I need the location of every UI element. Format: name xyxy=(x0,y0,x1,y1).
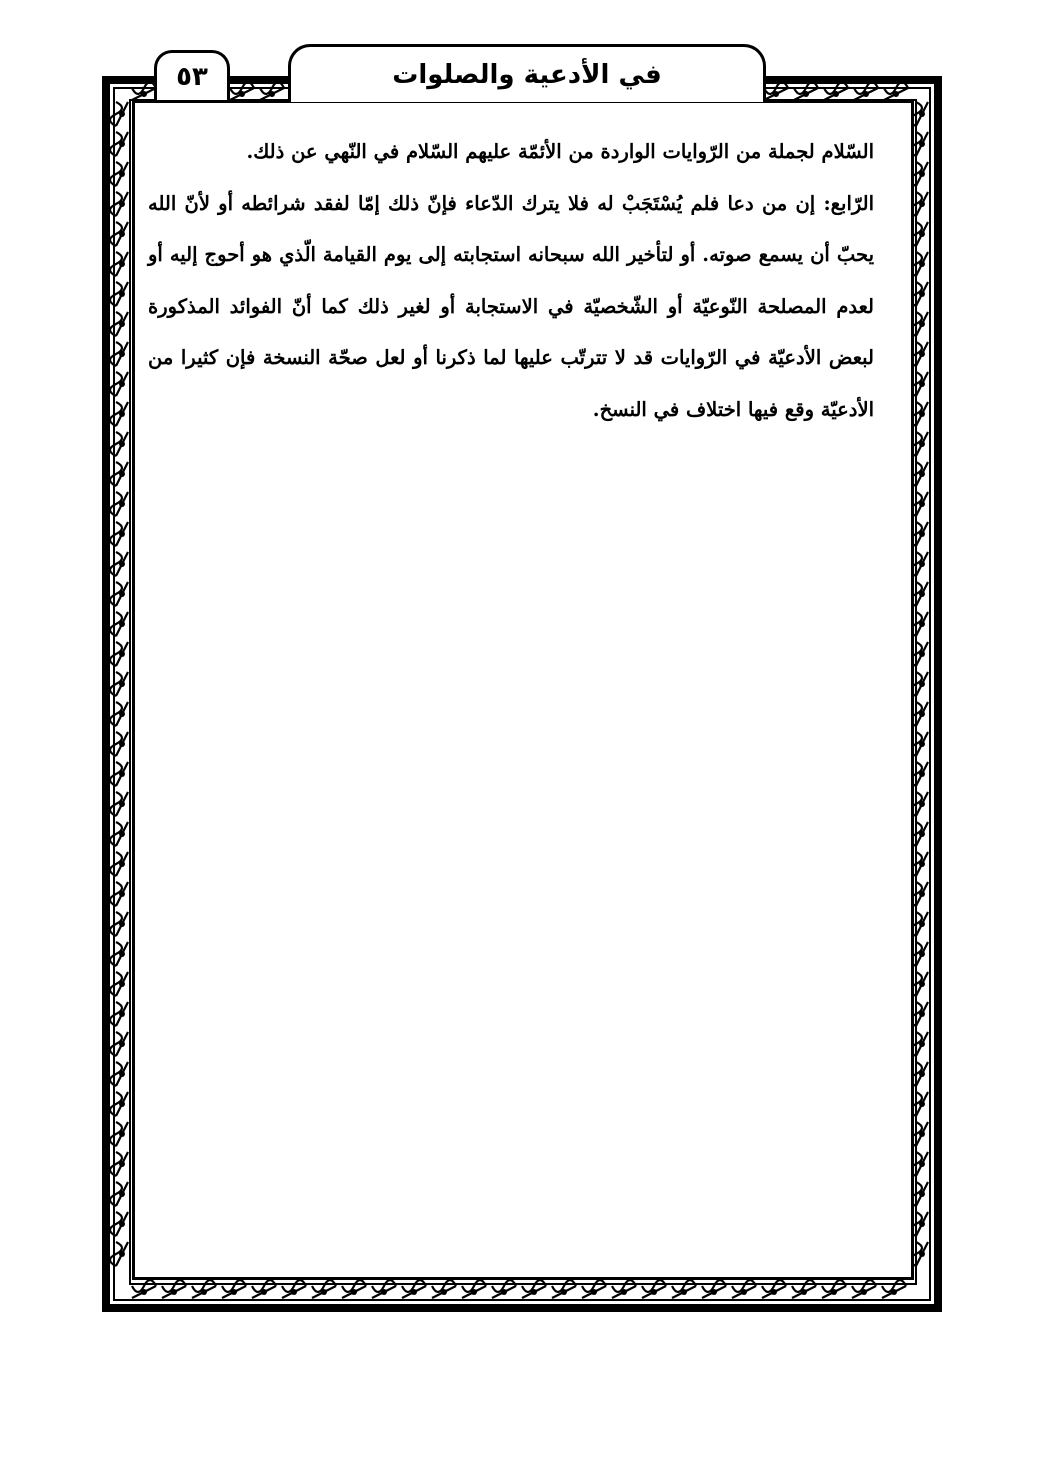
running-header-tab xyxy=(288,44,766,102)
paragraph-1 xyxy=(148,126,874,178)
main-text xyxy=(148,126,874,435)
paragraph-2 xyxy=(148,178,874,436)
page-number: ٥٣ xyxy=(176,61,208,92)
page-number-tab xyxy=(154,50,230,100)
paragraph-2-lead: الرّابع: xyxy=(823,191,874,215)
paragraph-1-text: السّلام لجملة من الرّوايات الواردة من الأئمّة عليهم السّلام في النّهي عن ذلك. xyxy=(246,140,874,163)
paragraph-2-text: إن من دعا فلم يُسْتَجَبْ له فلا يترك الدّعاء فإنّ ذلك إمّا لفقد شرائطه أو لأنّ الله يحبّ أن يسمع صوته. أو لتأخير الله سبحانه استجابته إلى يوم القيامة الّذي هو أحوج إليه أو لعدم المصلحة النّوعيّة أو الشّخصيّة في الاستجابة أو لغير ذلك كما أنّ الفوائد المذكورة لبعض الأدعيّة في الرّوايات قد لا تترتّب عليها لما ذكرنا أو لعل صحّة النسخة فإن كثيرا من الأدعيّة وقع فيها اختلاف في النسخ. xyxy=(148,191,874,421)
running-header-title: في الأدعية والصلوات xyxy=(392,59,662,90)
